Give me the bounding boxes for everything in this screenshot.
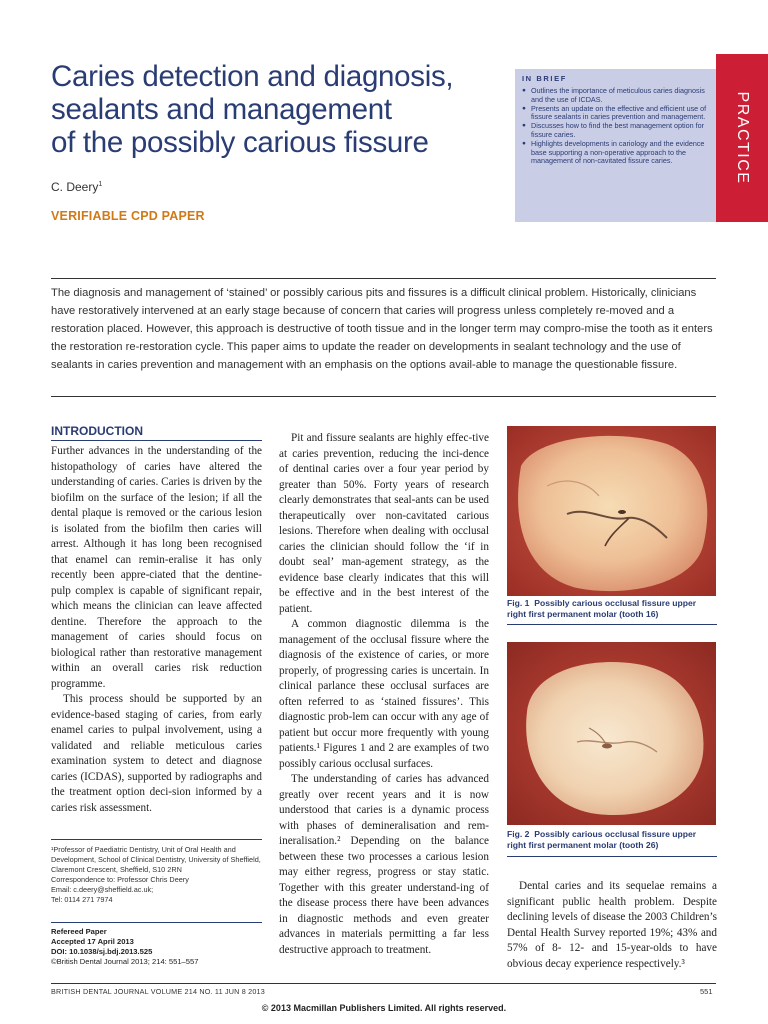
figure-2-photo (507, 642, 716, 825)
abstract: The diagnosis and management of ‘stained’ or possibly carious pits and fissures is a difficult clinical problem. Historically, clinicians have restoratively intervened at an early stage because of concern that caries will progress unless completely re-moved and a restoration placed. However, this approach is destructive of tooth tissue and in the longer term may compro-mise the tooth as it enters the restoration re-restoration cycle. This paper aims to update the reader on developments in sealant technology and the use of sealants in caries prevention and management with an emphasis on the options avail-able to manage the questionable fissure. (51, 287, 713, 371)
author-line (51, 180, 102, 194)
column-3 (507, 879, 717, 972)
phone-line: Tel: 0114 271 7974 (51, 895, 113, 904)
in-brief-box (515, 69, 716, 222)
title-line: of the possibly carious fissure (51, 126, 429, 159)
refereed-block (51, 927, 262, 967)
tooth-26-image (507, 642, 716, 825)
paragraph: Pit and fissure sealants are highly effec-tive at caries prevention, reducing the inci-dence of dentinal caries over a four year period by greater than 50%. Forty years of research clearly demonstrates that seal-ants can be used therapeutically over non-cavitated carious lesions. Therefore when dealing with occlusal caries the clinician should follow the ‘if in doubt seal’ man-agement strategy, as the evidence base clearly indicates that this will be effective and in the best interest of the patient. (279, 432, 489, 615)
section-tab-label: PRACTICE (734, 91, 751, 185)
affiliation-rule (51, 839, 262, 840)
caption-text: Possibly carious occlusal fissure upper right first permanent molar (tooth 26) (507, 829, 697, 850)
caption-text: Possibly carious occlusal fissure upper right first permanent molar (tooth 16) (507, 598, 697, 619)
author-name: C. Deery (51, 180, 99, 194)
article-title (51, 60, 491, 159)
column-2 (279, 431, 489, 958)
figure-1-photo (507, 426, 716, 596)
heading-rule (51, 440, 262, 441)
figure-1-caption (507, 598, 717, 620)
figure-label: Fig. 1 (507, 598, 530, 608)
refereed-rule (51, 922, 262, 923)
tooth-16-image (507, 426, 716, 596)
author-affiliation-marker: 1 (98, 181, 103, 188)
in-brief-heading: IN BRIEF (522, 74, 567, 83)
paragraph: The understanding of caries has advanced greatly over recent years and it is now understood that caries is a dynamic process with phases of demineralisation and rem-ineralisation.² Depending on the balance between these two processes a carious lesion may either regress, progress or stay static. Together with this greater understand-ing of the disease process there have been advances in diagnostic methods and even greater advances in materials permitting a far less destructive approach to treatment. (279, 773, 489, 956)
footer-rule (51, 983, 716, 984)
figure-2-caption (507, 829, 717, 851)
refereed-line: Refereed Paper (51, 927, 107, 936)
paragraph: Further advances in the understanding of the histopathology of caries have altered the understanding of caries. Caries is driven by the biofilm on the surface of the lesion; if all the dental plaque is removed or the carious lesion is isolated from the biofilm then caries will arrest. Although it has long been recognised that enamel can remin-eralise it has only recently been appre-ciated that the dentine-pulp complex is capable of significant repair, which means the clinician can leave affected dentine. Therefore the approach to the management of caries should focus on biological rather than restorative management within an overall caries risk reduction programme. (51, 445, 262, 690)
footer-journal (51, 987, 265, 996)
accepted-line: Accepted 17 April 2013 (51, 937, 134, 946)
abstract-top-rule (51, 278, 716, 279)
affiliation-line: ¹Professor of Paediatric Dentistry, Unit of Oral Health and Development, School of Clinical Dentistry, University of Sheffield, Claremont Crescent, Sheffield, S10 2RN (51, 845, 261, 874)
in-brief-item: ● Presents an update on the effective and efficient use of fissure sealants in caries prevention and management. (522, 105, 708, 123)
affiliation-block (51, 845, 262, 905)
email-line: Email: c.deery@sheffield.ac.uk; (51, 885, 154, 894)
journal-name: BRITISH DENTAL JOURNAL (51, 987, 149, 996)
paragraph: A common diagnostic dilemma is the management of the occlusal fissure where the diagnosis of the existence of caries, or more properly, of progressing caries is uncertain. In clinical parlance these occlusal surfaces are often referred to as ‘stained fissures’. This diagnostic prob-lem can occur with any age of patient but occur more frequently with young patients.¹ Figures 1 and 2 are examples of two possibly carious occlusal surfaces. (279, 618, 489, 770)
in-brief-list (522, 87, 708, 166)
paragraph: Dental caries and its sequelae remains a significant public health problem. Despite declining levels of disease the 2003 Children’s Dental Health Survey reported 19%; 43% and 57% of 8- 12- and 15-year-olds to have obvious decay experience respectively.³ (507, 880, 717, 970)
cpd-label: VERIFIABLE CPD PAPER (51, 209, 205, 223)
paragraph: This process should be supported by an evidence-based staging of caries, from early enamel caries to pulpal involvement, using a validated and reliable meticulous caries examination system to detect and diagnose caries (ICDAS), supported by radiographs and the treatment option deci-sion informed by a caries risk assessment. (51, 693, 262, 814)
in-brief-item: ● Discusses how to find the best management option for fissure caries. (522, 122, 708, 140)
figure-1-rule (507, 624, 717, 625)
column-1 (51, 444, 262, 816)
page-number: 551 (700, 987, 713, 996)
introduction-heading: INTRODUCTION (51, 424, 143, 438)
copyright-notice: © 2013 Macmillan Publishers Limited. All rights reserved. (261, 1003, 507, 1013)
journal-issue: VOLUME 214 NO. 11 JUN 8 2013 (150, 987, 265, 996)
in-brief-item: ● Highlights developments in cariology and the evidence base supporting a non-operative approach to the management of non-cavitated fissure caries. (522, 140, 708, 166)
abstract-bottom-rule (51, 396, 716, 397)
title-line: sealants and management (51, 93, 392, 126)
in-brief-item: ● Outlines the importance of meticulous caries diagnosis and the use of ICDAS. (522, 87, 708, 105)
citation-line: ©British Dental Journal 2013; 214: 551–557 (51, 957, 199, 966)
figure-2-rule (507, 856, 717, 857)
doi-line: DOI: 10.1038/sj.bdj.2013.525 (51, 947, 153, 956)
correspondence-line: Correspondence to: Professor Chris Deery (51, 875, 189, 884)
title-line: Caries detection and diagnosis, (51, 60, 454, 93)
section-tab (716, 54, 768, 222)
figure-label: Fig. 2 (507, 829, 530, 839)
